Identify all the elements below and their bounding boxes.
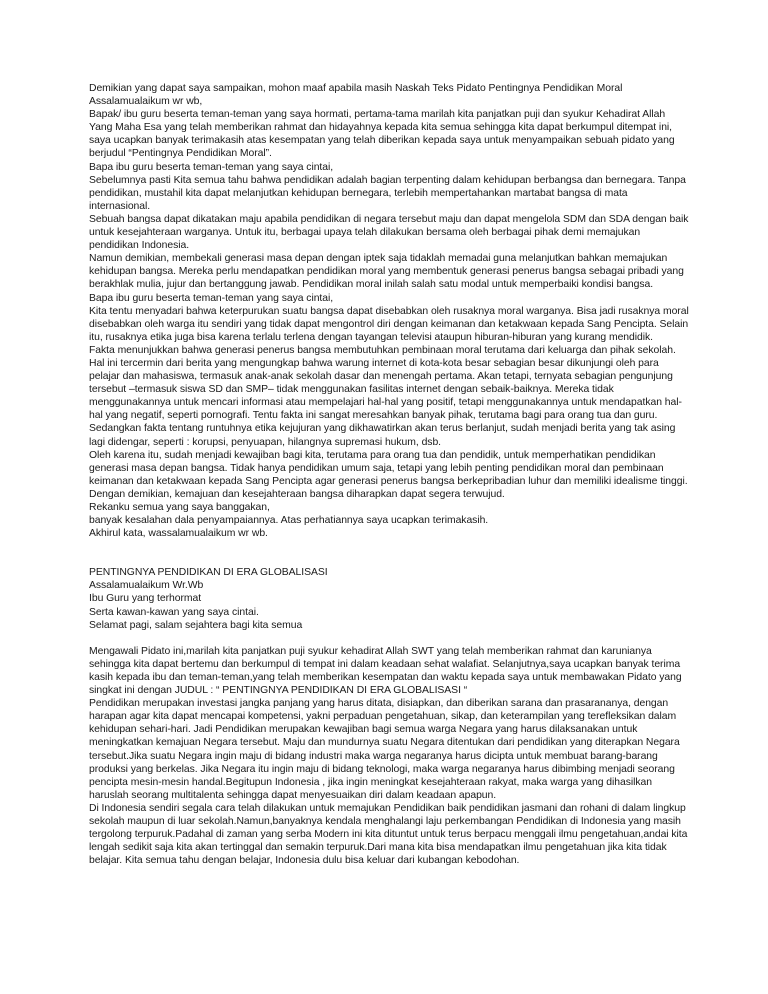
- section-title: PENTINGNYA PENDIDIKAN DI ERA GLOBALISASI: [89, 567, 328, 579]
- text-line: tersebut.Jika suatu Negara ingin maju di bidang industri maka warga negaranya harus dicipta untuk membuat barang-barang: [89, 750, 658, 762]
- text-line: Mengawali Pidato ini,marilah kita panjatkan puji syukur kehadirat Allah SWT yang telah memberikan rahmat dan karunianya: [89, 645, 652, 657]
- text-line: Bapa ibu guru beserta teman-teman yang saya cintai,: [89, 161, 334, 173]
- text-line: Akhirul kata, wassalamualaikum wr wb.: [89, 528, 268, 540]
- text-line: lagi didengar, seperti : korupsi, penyuapan, hilangnya supremasi hukum, dsb.: [89, 436, 442, 448]
- speech-moral-education: [89, 82, 689, 540]
- text-line: Sedangkan fakta tentang runtuhnya etika kejujuran yang dikhawatirkan akan terus berlanjut, sudah menjadi berita yang tak asing: [89, 423, 676, 435]
- text-line: harapan agar kita dapat mencapai kompetensi, yakni perpaduan pengetahuan, sikap, dan keterampilan yang terefleksikan dalam: [89, 711, 677, 723]
- text-line: produksi yang berkelas. Jika Negara itu ingin maju di bidang teknologi, maka warga negaranya harus dibimbing menjadi seorang: [89, 763, 675, 775]
- document-body: [89, 82, 689, 867]
- text-line: Selamat pagi, salam sejahtera bagi kita semua: [89, 619, 303, 631]
- speech-globalization-opening: [89, 566, 689, 631]
- text-line: tergolong terpuruk.Padahal di zaman yang serba Modern ini kita dituntut untuk terus berpacu menggali ilmu pengetahuan,andai kita: [89, 829, 688, 841]
- text-line: Assalamualaikum Wr.Wb: [89, 580, 204, 592]
- text-line: Fakta menunjukkan bahwa generasi penerus bangsa membutuhkan pembinaan moral terutama dari keluarga dan pihak sekolah.: [89, 344, 676, 356]
- section-spacer: [89, 540, 689, 566]
- text-line: sekolah maupun di luar sekolah.Namun,banyaknya kendala menghalangi laju perkembangan Pendidikan di Indonesia yang masih: [89, 815, 681, 827]
- text-line: banyak kesalahan dala penyampaiannya. Atas perhatiannya saya ucapkan terimakasih.: [89, 515, 489, 527]
- text-line: saya ucapkan banyak terimakasih atas kesempatan yang telah diberikan kepada saya untuk menyampaikan sebuah pidato yang: [89, 135, 675, 147]
- text-line: Sebelumnya pasti Kita semua tahu bahwa pendidikan adalah bagian terpenting dalam kehidupan berbangsa dan bernegara. Tanpa: [89, 174, 686, 186]
- text-line: belajar. Kita semua tahu dengan belajar, Indonesia dulu bisa keluar dari kubangan kebodohan.: [89, 855, 520, 867]
- text-line: Pendidikan merupakan investasi jangka panjang yang harus ditata, disiapkan, dan diberikan sarana dan prasarananya, dengan: [89, 698, 669, 710]
- text-line: Hal ini tercermin dari berita yang mengungkap bahwa warung internet di kota-kota besar sebagian besar dikunjungi oleh para: [89, 357, 659, 369]
- text-line: Kita tentu menyadari bahwa keterpurukan suatu bangsa dapat disebabkan oleh rusaknya moral warganya. Bisa jadi rusaknya moral: [89, 305, 689, 317]
- text-line: pendidikan Indonesia.: [89, 240, 190, 252]
- text-line: untuk kesejahteraan warganya. Untuk itu, berbagai upaya telah dilakukan bersama oleh berbagai pihak demi memajukan: [89, 227, 641, 239]
- text-line: Sebuah bangsa dapat dikatakan maju apabila pendidikan di negara tersebut maju dan dapat mengelola SDM dan SDA dengan baik: [89, 213, 689, 225]
- text-line: haruslah seorang multitalenta sehingga dapat menyesuaikan diri dalam keadaan apapun.: [89, 789, 497, 801]
- text-line: pelajar dan mahasiswa, termasuk anak-anak sekolah dasar dan menengah pertama. Akan tetapi, ternyata sebagian pengunjung: [89, 371, 673, 383]
- text-line: kehidupan sehari-hari. Jadi Pendidikan merupakan kewajiban bagi semua warga Negara yang harus dilaksanakan untuk: [89, 724, 638, 736]
- text-line: Di Indonesia sendiri segala cara telah dilakukan untuk memajukan Pendidikan baik pendidikan jasmani dan rohani di dalam lingkup: [89, 802, 686, 814]
- text-line: Bapak/ ibu guru beserta teman-teman yang saya hormati, pertama-tama marilah kita panjatkan puji dan syukur Kehadirat Allah: [89, 109, 666, 121]
- speech-globalization-body: [89, 645, 689, 868]
- text-line: hal yang negatif, seperti pornografi. Tentu fakta ini sangat meresahkan banyak pihak, terutama bagi para orang tua dan guru.: [89, 410, 658, 422]
- text-line: disebabkan oleh warga itu sendiri yang tidak dapat mengontrol diri dengan keimanan dan ketakwaan kepada Sang Pencipta. Selain: [89, 318, 689, 330]
- text-line: singkat ini dengan JUDUL : “ PENTINGNYA PENDIDIKAN DI ERA GLOBALISASI “: [89, 685, 468, 697]
- text-line: tersebut –termasuk siswa SD dan SMP– tidak menggunakan fasilitas internet dengan sebaik-baiknya. Mereka tidak: [89, 384, 614, 396]
- text-line: Ibu Guru yang terhormat: [89, 593, 202, 605]
- text-line: Namun demikian, membekali generasi masa depan dengan iptek saja tidaklah memadai guna melanjutkan bahkan memajukan: [89, 253, 668, 265]
- text-line: sehingga kita dapat bertemu dan berkumpul di tempat ini dalam keadaan sehat walafiat. Selanjutnya,saya ucapkan banyak terima: [89, 658, 681, 670]
- text-line: berakhlak mulia, jujur dan bertanggung jawab. Pendidikan moral inilah salah satu modal untuk memperbaiki kondisi bangsa.: [89, 279, 654, 291]
- text-line: Rekanku semua yang saya banggakan,: [89, 502, 270, 513]
- text-line: Demikian yang dapat saya sampaikan, mohon maaf apabila masih Naskah Teks Pidato Pentingnya Pendidikan Moral: [89, 83, 623, 94]
- text-line: pendidikan, mustahil kita dapat melanjutkan kehidupan bernegara, terlebih mempertahankan martabat bangsa di mata: [89, 187, 628, 199]
- text-line: kehidupan bangsa. Mereka perlu mendapatkan pendidikan moral yang membentuk generasi penerus bangsa sebagai pribadi yang: [89, 266, 684, 278]
- text-line: Oleh karena itu, sudah menjadi kewajiban bagi kita, terutama para orang tua dan pendidik, untuk memperhatikan pendidikan: [89, 449, 656, 461]
- text-line: berjudul “Pentingnya Pendidikan Moral”.: [89, 148, 272, 160]
- text-line: meningkatkan kemajuan Negara tersebut. Maju dan mundurnya suatu Negara ditentukan dari pendidikan yang diterapkan Negara: [89, 737, 680, 749]
- text-line: Yang Maha Esa yang telah memberikan rahmat dan hidayahnya kepada kita semua sehingga kita dapat berkumpul ditempat ini,: [89, 122, 673, 134]
- text-line: Dengan demikian, kemajuan dan kesejahteraan bangsa diharapkan dapat segera terwujud.: [89, 488, 505, 500]
- text-line: pencipta mesin-mesin handal.Begitupun Indonesia , jika ingin meningkat kesejahteraan rakyat, maka warga yang dihasilkan: [89, 776, 652, 788]
- text-line: itu, rusaknya etika juga bisa karena terlalu terlena dengan tayangan televisi ataupun hiburan-hiburan yang kurang mendidik.: [89, 331, 653, 343]
- text-line: lengah sedikit saja kita akan tertinggal dan semakin terpuruk.Dari mana kita bisa mendapatkan ilmu pengetahuan jika kita tidak: [89, 842, 667, 854]
- text-line: Bapa ibu guru beserta teman-teman yang saya cintai,: [89, 292, 334, 304]
- text-line: kasih kepada ibu dan teman-teman,yang telah memberikan kesempatan dan waktu kepada saya untuk membawakan Pidato yang: [89, 671, 682, 683]
- text-line: Serta kawan-kawan yang saya cintai.: [89, 606, 259, 618]
- text-line: internasional.: [89, 200, 151, 212]
- paragraph-spacer: [89, 632, 689, 645]
- text-line: keimanan dan ketakwaan kepada Sang Pencipta agar generasi penerus bangsa berkepribadian luhur dan memiliki idealisme tinggi.: [89, 475, 688, 487]
- text-line: menggunakannya untuk mencari informasi atau mempelajari hal-hal yang positif, tetapi menggunakannya untuk mendapatkan hal-: [89, 397, 682, 409]
- text-line: Assalamualaikum wr wb,: [89, 96, 203, 108]
- text-line: generasi masa depan bangsa. Tidak hanya pendidikan umum saja, tetapi yang lebih penting pendidikan moral dan pembinaan: [89, 462, 664, 474]
